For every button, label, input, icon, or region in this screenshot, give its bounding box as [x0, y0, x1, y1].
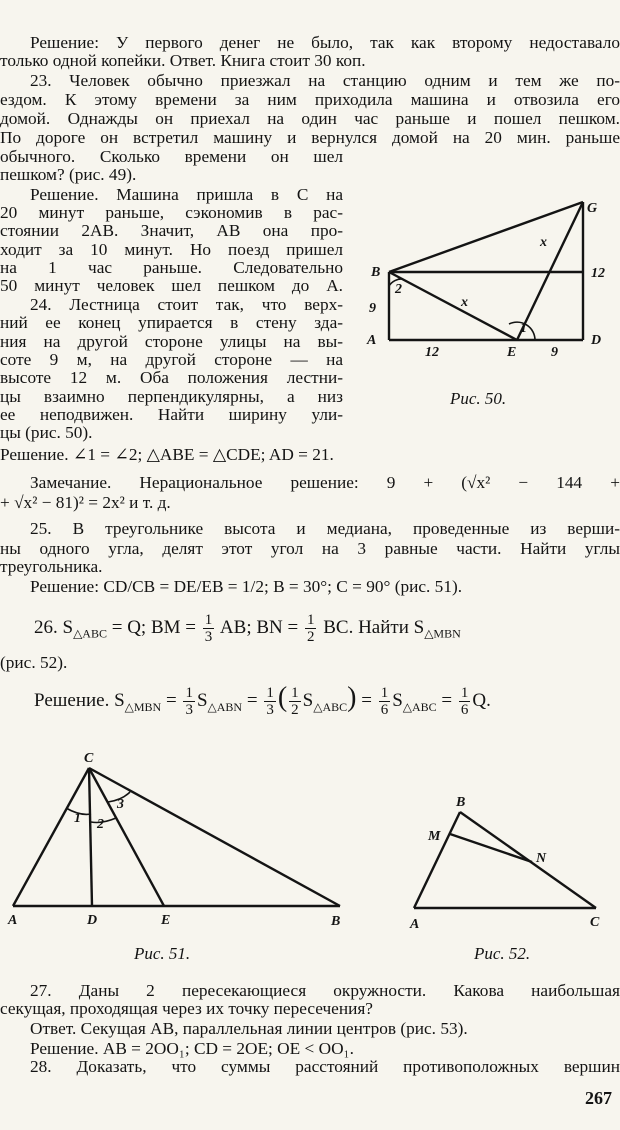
label-d: D	[591, 333, 602, 348]
text-line: Решение: CD/CB = DE/EB = 1/2; B = 30°; C = 90° (рис. 51).	[30, 577, 463, 596]
text-line: треугольника.	[0, 557, 103, 576]
label-a: A	[8, 913, 18, 928]
angle-1: 1	[74, 811, 81, 826]
text-line: Ответ. Секущая AB, параллельная линии центров (рис. 53).	[30, 1019, 468, 1038]
label-g: G	[587, 201, 598, 216]
text-line: 20 минут раньше, сэкономив в рас-	[0, 203, 343, 222]
label-x: x	[461, 295, 468, 310]
text-line: ее неподвижен. Найти ширину ули-	[0, 405, 343, 424]
text-line: ний ее конец упирается в стену зда-	[0, 313, 343, 332]
text-line: на 1 час раньше. Следовательно	[0, 258, 343, 277]
text-line: Решение. ∠1 = ∠2; △ABE = △CDE; AD = 21.	[0, 445, 334, 464]
problem-26: 26. $S_{\triangle ABC} = Q$; BM = $\frac{1}{3}$ AB; BN = $\frac{1}{2}$ BC. Найти $S_{\triangle MBN}$	[34, 612, 461, 645]
text-line: 25. В треугольнике высота и медиана, проведенные из верши-	[30, 519, 620, 538]
angle-1: 1	[520, 321, 527, 336]
text-line: 28. Доказать, что суммы расстояний противоположных вершин	[30, 1057, 620, 1076]
angle-2: 2	[97, 817, 104, 832]
text-line: цы (рис. 50).	[0, 423, 93, 442]
text-line: 27. Даны 2 пересекающиеся окружности. Какова наибольшая	[30, 981, 620, 1000]
label-e: E	[507, 345, 517, 360]
text-line: Замечание. Нерациональное решение: 9 + (√x² − 144 +	[30, 473, 620, 492]
label-b: B	[456, 795, 466, 810]
text-line: Решение. Машина пришла в C на	[30, 185, 343, 204]
caption-fig-50: Рис. 50.	[450, 389, 507, 408]
page-number: 267	[585, 1088, 612, 1108]
text-line: ны одного угла, делят этот угол на 3 равные части. Найти углы	[0, 539, 620, 558]
label-x: x	[540, 235, 547, 250]
label-12: 12	[591, 266, 605, 281]
text-line: (рис. 52).	[0, 653, 68, 672]
text-line: пешком? (рис. 49).	[0, 165, 137, 184]
text-line: 24. Лестница стоит так, что верх-	[30, 295, 343, 314]
text-line: цы взаимно перпендикулярны, а низ	[0, 387, 343, 406]
label-a: A	[367, 333, 377, 348]
caption-fig-51: Рис. 51.	[134, 944, 191, 963]
text-line: ездом. К этому времени за ним приходила машина и отвозила его	[0, 90, 620, 109]
text-line: только одной копейки. Ответ. Книга стоит 30 коп.	[0, 51, 366, 70]
solution-26: Решение. $S_{\triangle MBN}$ = $\frac{1}{3}$ $S_{\triangle ABN}$ = $\frac{1}{3}$ ( $\frac{1}{2}$ $S_{\triangle ABC}$) = $\frac{1}{6}$ $S_{\triangle ABC}$ = $\frac{1}{6}$ Q.	[34, 682, 491, 719]
label-b: B	[371, 265, 381, 280]
angle-3: 3	[117, 797, 124, 812]
text-line: Решение. AB = 2OO₁; CD = 2OE; OE < OO₁.	[30, 1039, 354, 1058]
text-line: домой. Однажды он приехал на один час раньше и пошел пешком.	[0, 109, 620, 128]
text-line: ходит за 10 минут. Но поезд пришел	[0, 240, 343, 259]
text-line: 23. Человек обычно приезжал на станцию одним и тем же по-	[30, 71, 620, 90]
text-line: 50 минут человек шел пешком до A.	[0, 276, 343, 295]
label-d: D	[87, 913, 98, 928]
text-line: высоте 12 м. Оба положения лестни-	[0, 368, 343, 387]
label-e: E	[161, 913, 171, 928]
text-line: соте 9 м, на другой стороне — на	[0, 350, 343, 369]
text-line: ния на другой стороне улицы на вы-	[0, 332, 343, 351]
label-b: B	[331, 914, 341, 929]
text-line: секущая, проходящая через их точку пересечения?	[0, 999, 373, 1018]
figure-52	[400, 780, 615, 940]
text-line: По дороге он встретил машину и вернулся домой на 20 мин. раньше	[0, 128, 620, 147]
text-line: стоянии 2AB. Значит, AB она про-	[0, 221, 343, 240]
label-n: N	[536, 851, 547, 866]
text-line: Решение: У первого денег не было, так как второму недоставало	[30, 33, 620, 52]
label-9: 9	[369, 301, 376, 316]
caption-fig-52: Рис. 52.	[474, 944, 531, 963]
text-line: обычного. Сколько времени он шел	[0, 147, 343, 166]
label-12: 12	[425, 345, 439, 360]
label-c: C	[590, 915, 600, 930]
label-a: A	[410, 917, 420, 932]
label-m: M	[428, 829, 441, 844]
angle-2: 2	[395, 282, 402, 297]
figure-51	[0, 740, 360, 940]
label-9: 9	[551, 345, 558, 360]
text-line: + √x² − 81)² = 2x² и т. д.	[0, 493, 171, 512]
label-c: C	[84, 751, 94, 766]
figure-50	[355, 190, 615, 390]
